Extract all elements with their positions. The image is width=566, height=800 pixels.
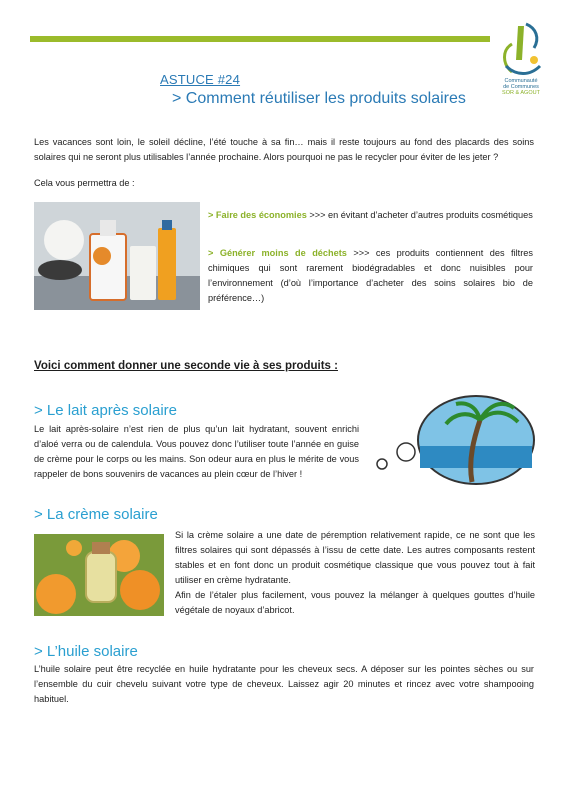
logo-line-2: de Communes bbox=[503, 84, 539, 90]
intro-lead: Cela vous permettra de : bbox=[34, 178, 135, 188]
logo-caption bbox=[486, 78, 556, 96]
creme-text-block bbox=[175, 528, 535, 618]
astuce-number: ASTUCE #24 bbox=[160, 72, 241, 87]
benefit-text: >>> ces produits contiennent des filtres chimiques qui sont rarement biodégradables et donc nuisibles pour l’environnement (d’où l’importance d’acheter des soins solaires bio de préférence…) bbox=[208, 248, 533, 303]
lait-paragraph: Le lait après-solaire n’est rien de plus qu’un lait hydratant, souvent enrichi d’aloé verra ou de calendula. Vous pouvez donc l’utiliser toute l’année en guise de crème pour le corps ou les mains. Son odeur aura en plus le mérite de vous rappeler de bons souvenirs de vacances au plein cœur de l’hiver ! bbox=[34, 424, 359, 479]
logo-line-1: Communauté bbox=[504, 78, 538, 84]
benefit-text: >>> en évitant d’acheter d’autres produits cosmétiques bbox=[306, 210, 533, 220]
logo-line-3: SOR & AGOUT bbox=[502, 90, 540, 96]
heading-creme: > La crème solaire bbox=[34, 506, 158, 523]
benefit-label: > Générer moins de déchets bbox=[208, 248, 347, 258]
heading-lait: > Le lait après solaire bbox=[34, 402, 177, 419]
creme-paragraph-1: Si la crème solaire a une date de péremption relativement rapide, ce ne sont que les filtres solaires qui sont dépassés à l’issu de cette date. Les autres composants restent stables et en font donc un produit cosmétique classique que vous pouvez tout à fait utiliser en crème hydratante. bbox=[175, 530, 535, 585]
page-title: > Comment réutiliser les produits solaires bbox=[172, 90, 466, 107]
apricot-oil-photo bbox=[34, 534, 164, 616]
creme-paragraph-2: Afin de l’étaler plus facilement, vous pouvez la mélanger à quelques gouttes d’huile végétale de noyaux d’abricot. bbox=[175, 590, 535, 615]
palm-tree-cloud-illustration bbox=[368, 390, 538, 494]
benefit-item bbox=[208, 246, 533, 306]
benefit-item bbox=[208, 208, 533, 223]
intro-paragraph: Les vacances sont loin, le soleil décline, l’été touche à sa fin… mais il reste toujours au fond des placards des soins solaires qui ne seront plus utilisables l’année prochaine. Alors pourquoi ne pas le recycler pour éviter de les jeter ? bbox=[34, 137, 534, 162]
benefit-label: > Faire des économies bbox=[208, 210, 307, 220]
section-intro-heading: Voici comment donner une seconde vie à ses produits : bbox=[34, 360, 338, 372]
sunscreen-products-photo bbox=[34, 202, 200, 310]
heading-huile: > L’huile solaire bbox=[34, 643, 138, 660]
huile-paragraph: L’huile solaire peut être recyclée en huile hydratante pour les cheveux secs. A déposer sur les pointes sèches ou sur l’ensemble du cuir chevelu suivant votre type de cheveux. Laissez agir 20 minutes et rincez avec votre shampooing habituel. bbox=[34, 664, 534, 704]
header-bar bbox=[30, 36, 490, 42]
